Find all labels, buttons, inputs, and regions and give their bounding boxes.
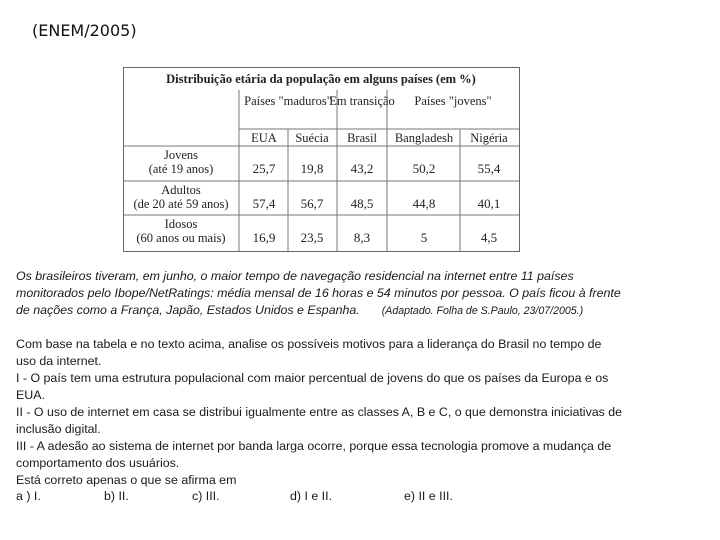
question-line: Com base na tabela e no texto acima, analise os possíveis motivos para a liderança do Brasil no tempo de: [16, 337, 602, 351]
group-header-jovens: Países "jovens": [414, 94, 492, 108]
svg-text:Países "jovens": [414, 94, 491, 108]
question-line: uso da internet.: [16, 354, 102, 368]
row-label: Adultos: [161, 183, 201, 197]
option-e[interactable]: e) II e III.: [404, 489, 453, 503]
table-cell: 57,4: [252, 196, 276, 211]
table-cell: 8,3: [353, 230, 371, 245]
age-distribution-table: [123, 67, 520, 252]
country-header: Brasil: [347, 131, 377, 145]
row-label: (de 20 até 59 anos): [133, 197, 229, 211]
table-cell: 23,5: [300, 230, 324, 245]
table-cell: 50,2: [412, 161, 436, 176]
citation: (Adaptado. Folha de S.Paulo, 23/07/2005.): [381, 305, 584, 317]
table-cell: 5: [420, 230, 428, 245]
row-label: Idosos: [164, 217, 198, 231]
excerpt-line: monitorados pelo Ibope/NetRatings: média mensal de 16 horas e 54 minutos por pessoa. O país ficou à frente: [16, 286, 621, 300]
country-header: Suécia: [295, 131, 329, 145]
table-cell: 25,7: [252, 161, 276, 176]
svg-text:Países "maduros": [244, 94, 332, 108]
country-header: EUA: [251, 131, 277, 145]
statement-iii-cont: comportamento dos usuários.: [16, 456, 180, 470]
country-header: Nigéria: [470, 131, 508, 145]
group-header-maduros: Países "maduros": [244, 94, 332, 108]
exam-source-label: (ENEM/2005): [32, 21, 137, 40]
excerpt-line-text: de nações como a França, Japão, Estados Unidos e Espanha.: [16, 303, 360, 317]
excerpt-line: [16, 302, 706, 320]
svg-text:Em transição: [329, 94, 395, 108]
option-d[interactable]: d) I e II.: [290, 489, 333, 503]
table-cell: 55,4: [477, 161, 501, 176]
table-title: Distribuição etária da população em alguns países (em %): [166, 72, 476, 86]
question-body: [16, 336, 706, 489]
option-a[interactable]: a ) I.: [16, 489, 41, 503]
table-cell: 43,2: [350, 161, 374, 176]
option-c[interactable]: c) III.: [192, 489, 220, 503]
country-header: Bangladesh: [394, 131, 454, 145]
row-label: (até 19 anos): [148, 162, 214, 176]
option-b[interactable]: b) II.: [104, 489, 129, 503]
table-cell: 48,5: [350, 196, 374, 211]
statement-ii: II - O uso de internet em casa se distribui igualmente entre as classes A, B e C, o que demonstra iniciativas de: [16, 405, 623, 419]
statement-ii-cont: inclusão digital.: [16, 422, 101, 436]
table-cell: 56,7: [300, 196, 324, 211]
statement-i-cont: EUA.: [16, 388, 45, 402]
row-label: (60 anos ou mais): [136, 231, 226, 245]
table-cell: 44,8: [412, 196, 436, 211]
group-header-transicao: Em transição: [329, 94, 395, 108]
table-cell: 16,9: [252, 230, 276, 245]
table-cell: 4,5: [480, 230, 498, 245]
statement-i: I - O país tem uma estrutura populacional com maior percentual de jovens do que os países da Europa e os: [16, 371, 609, 385]
table-cell: 40,1: [477, 196, 501, 211]
news-excerpt: [16, 268, 706, 320]
table-cell: 19,8: [300, 161, 324, 176]
question-prompt: Está correto apenas o que se afirma em: [16, 473, 237, 487]
excerpt-line: Os brasileiros tiveram, em junho, o maior tempo de navegação residencial na internet entre 11 países: [16, 269, 574, 283]
statement-iii: III - A adesão ao sistema de internet por banda larga ocorre, porque essa tecnologia promove a mudança de: [16, 439, 612, 453]
row-label: Jovens: [163, 148, 199, 162]
